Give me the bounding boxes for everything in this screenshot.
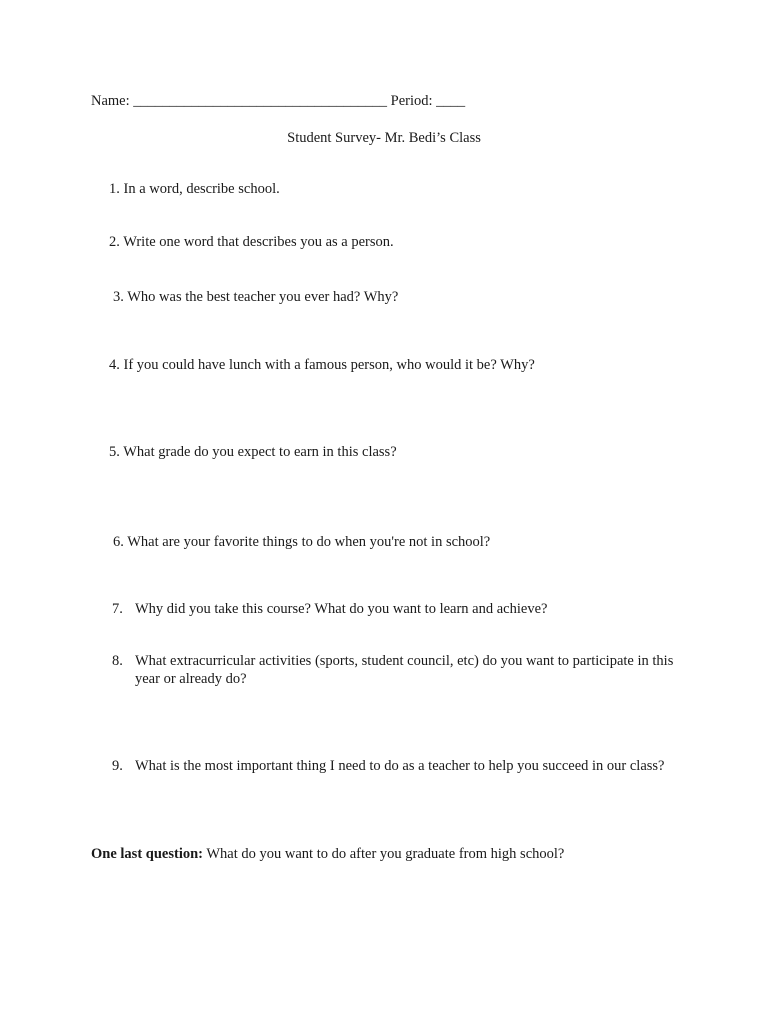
name-period-line — [91, 92, 465, 110]
question-9-text: What is the most important thing I need to do as a teacher to help you succeed in our class? — [135, 758, 665, 774]
question-8-text: What extracurricular activities (sports, student council, etc) do you want to participate in this year or already do? — [135, 653, 674, 687]
question-7 — [112, 600, 682, 618]
period-label: Period: — [390, 93, 433, 109]
question-3: 3. Who was the best teacher you ever had? Why? — [113, 289, 399, 305]
last-question-text: What do you want to do after you graduate from high school? — [206, 846, 565, 862]
last-question — [91, 845, 564, 863]
period-blank: ____ — [436, 93, 466, 109]
question-5: 5. What grade do you expect to earn in this class? — [109, 444, 397, 460]
question-7-number: 7. — [112, 601, 123, 617]
question-9-number: 9. — [112, 758, 123, 774]
name-blank: ___________________________________ — [133, 93, 388, 109]
question-7-text: Why did you take this course? What do you want to learn and achieve? — [135, 601, 548, 617]
page-title: Student Survey- Mr. Bedi’s Class — [287, 130, 481, 146]
last-question-label: One last question: — [91, 846, 203, 862]
question-6: 6. What are your favorite things to do when you're not in school? — [113, 534, 491, 550]
question-1: 1. In a word, describe school. — [109, 181, 280, 197]
name-label: Name: — [91, 93, 130, 109]
question-2: 2. Write one word that describes you as a person. — [109, 234, 394, 250]
question-8-number: 8. — [112, 653, 123, 669]
question-8 — [112, 652, 682, 688]
question-9 — [112, 757, 682, 775]
question-4: 4. If you could have lunch with a famous person, who would it be? Why? — [109, 357, 535, 373]
